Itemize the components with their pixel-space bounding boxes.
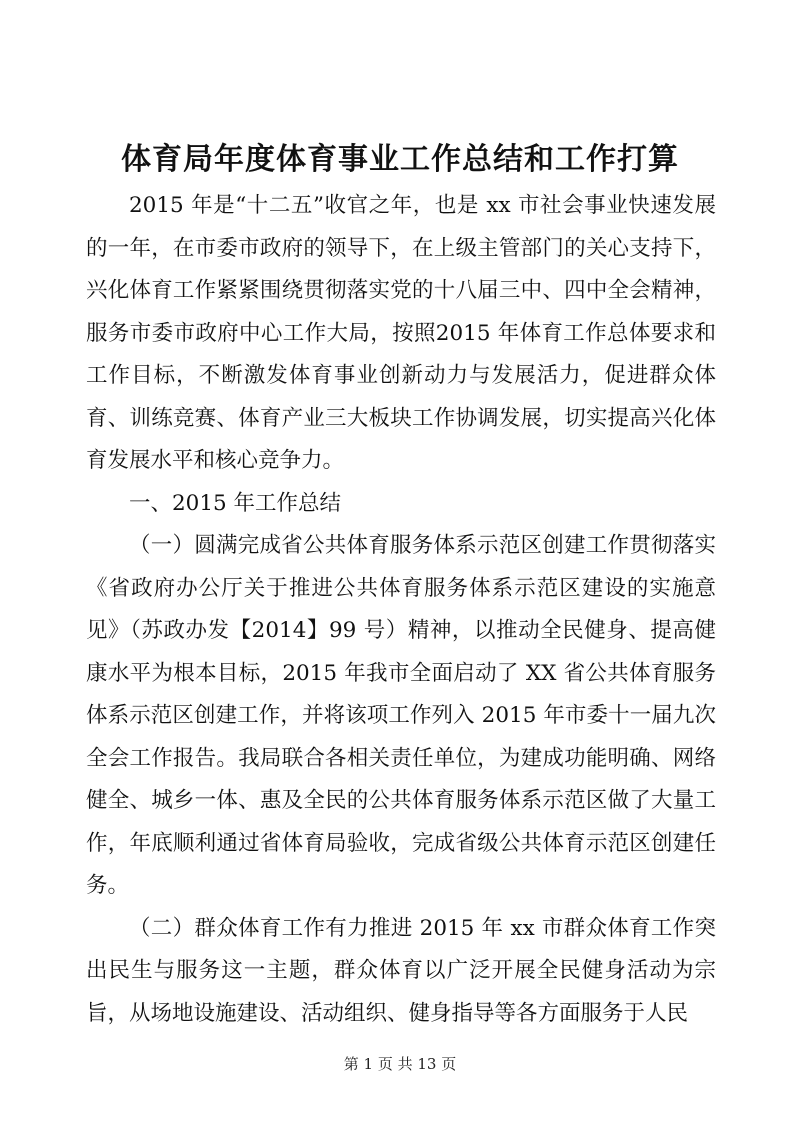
page-number-footer: 第 1 页 共 13 页 [343,1055,457,1073]
document-body [86,185,716,1035]
document-title: 体育局年度体育事业工作总结和工作打算 [121,142,679,177]
paragraph-section-2: （二）群众体育工作有力推进 2015 年 xx 市群众体育工作突出民生与服务这一主题，群众体育以广泛开展全民健身活动为宗旨，从场地设施建设、活动组织、健身指导等各方面服务于人民 [86,915,716,1026]
paragraph-intro: 2015 年是“十二五”收官之年，也是 xx 市社会事业快速发展的一年，在市委市政府的领导下，在上级主管部门的关心支持下，兴化体育工作紧紧围绕贯彻落实党的十八届三中、四中全会精神，服务市委市政府中心工作大局，按照2015 年体育工作总体要求和工作目标，不断激发体育事业创新动力与发展活力，促进群众体育、训练竞赛、体育产业三大板块工作协调发展，切实提高兴化体育发展水平和核心竞争力。 [86,193,716,473]
paragraph-section-1: （一）圆满完成省公共体育服务体系示范区创建工作贯彻落实《省政府办公厅关于推进公共体育服务体系示范区建设的实施意见》（苏政办发【2014】99 号）精神，以推动全民健身、提高健康水平为根本目标，2015 年我市全面启动了 XX 省公共体育服务体系示范区创建工作，并将该项工作列入 2015 年市委十一届九次全会工作报告。我局联合各相关责任单位，为建成功能明确、网络健全、城乡一体、惠及全民的公共体育服务体系示范区做了大量工作，年底顺利通过省体育局验收，完成省级公共体育示范区创建任务。 [86,533,716,898]
section-heading-2015-summary: 一、2015 年工作总结 [129,490,342,516]
